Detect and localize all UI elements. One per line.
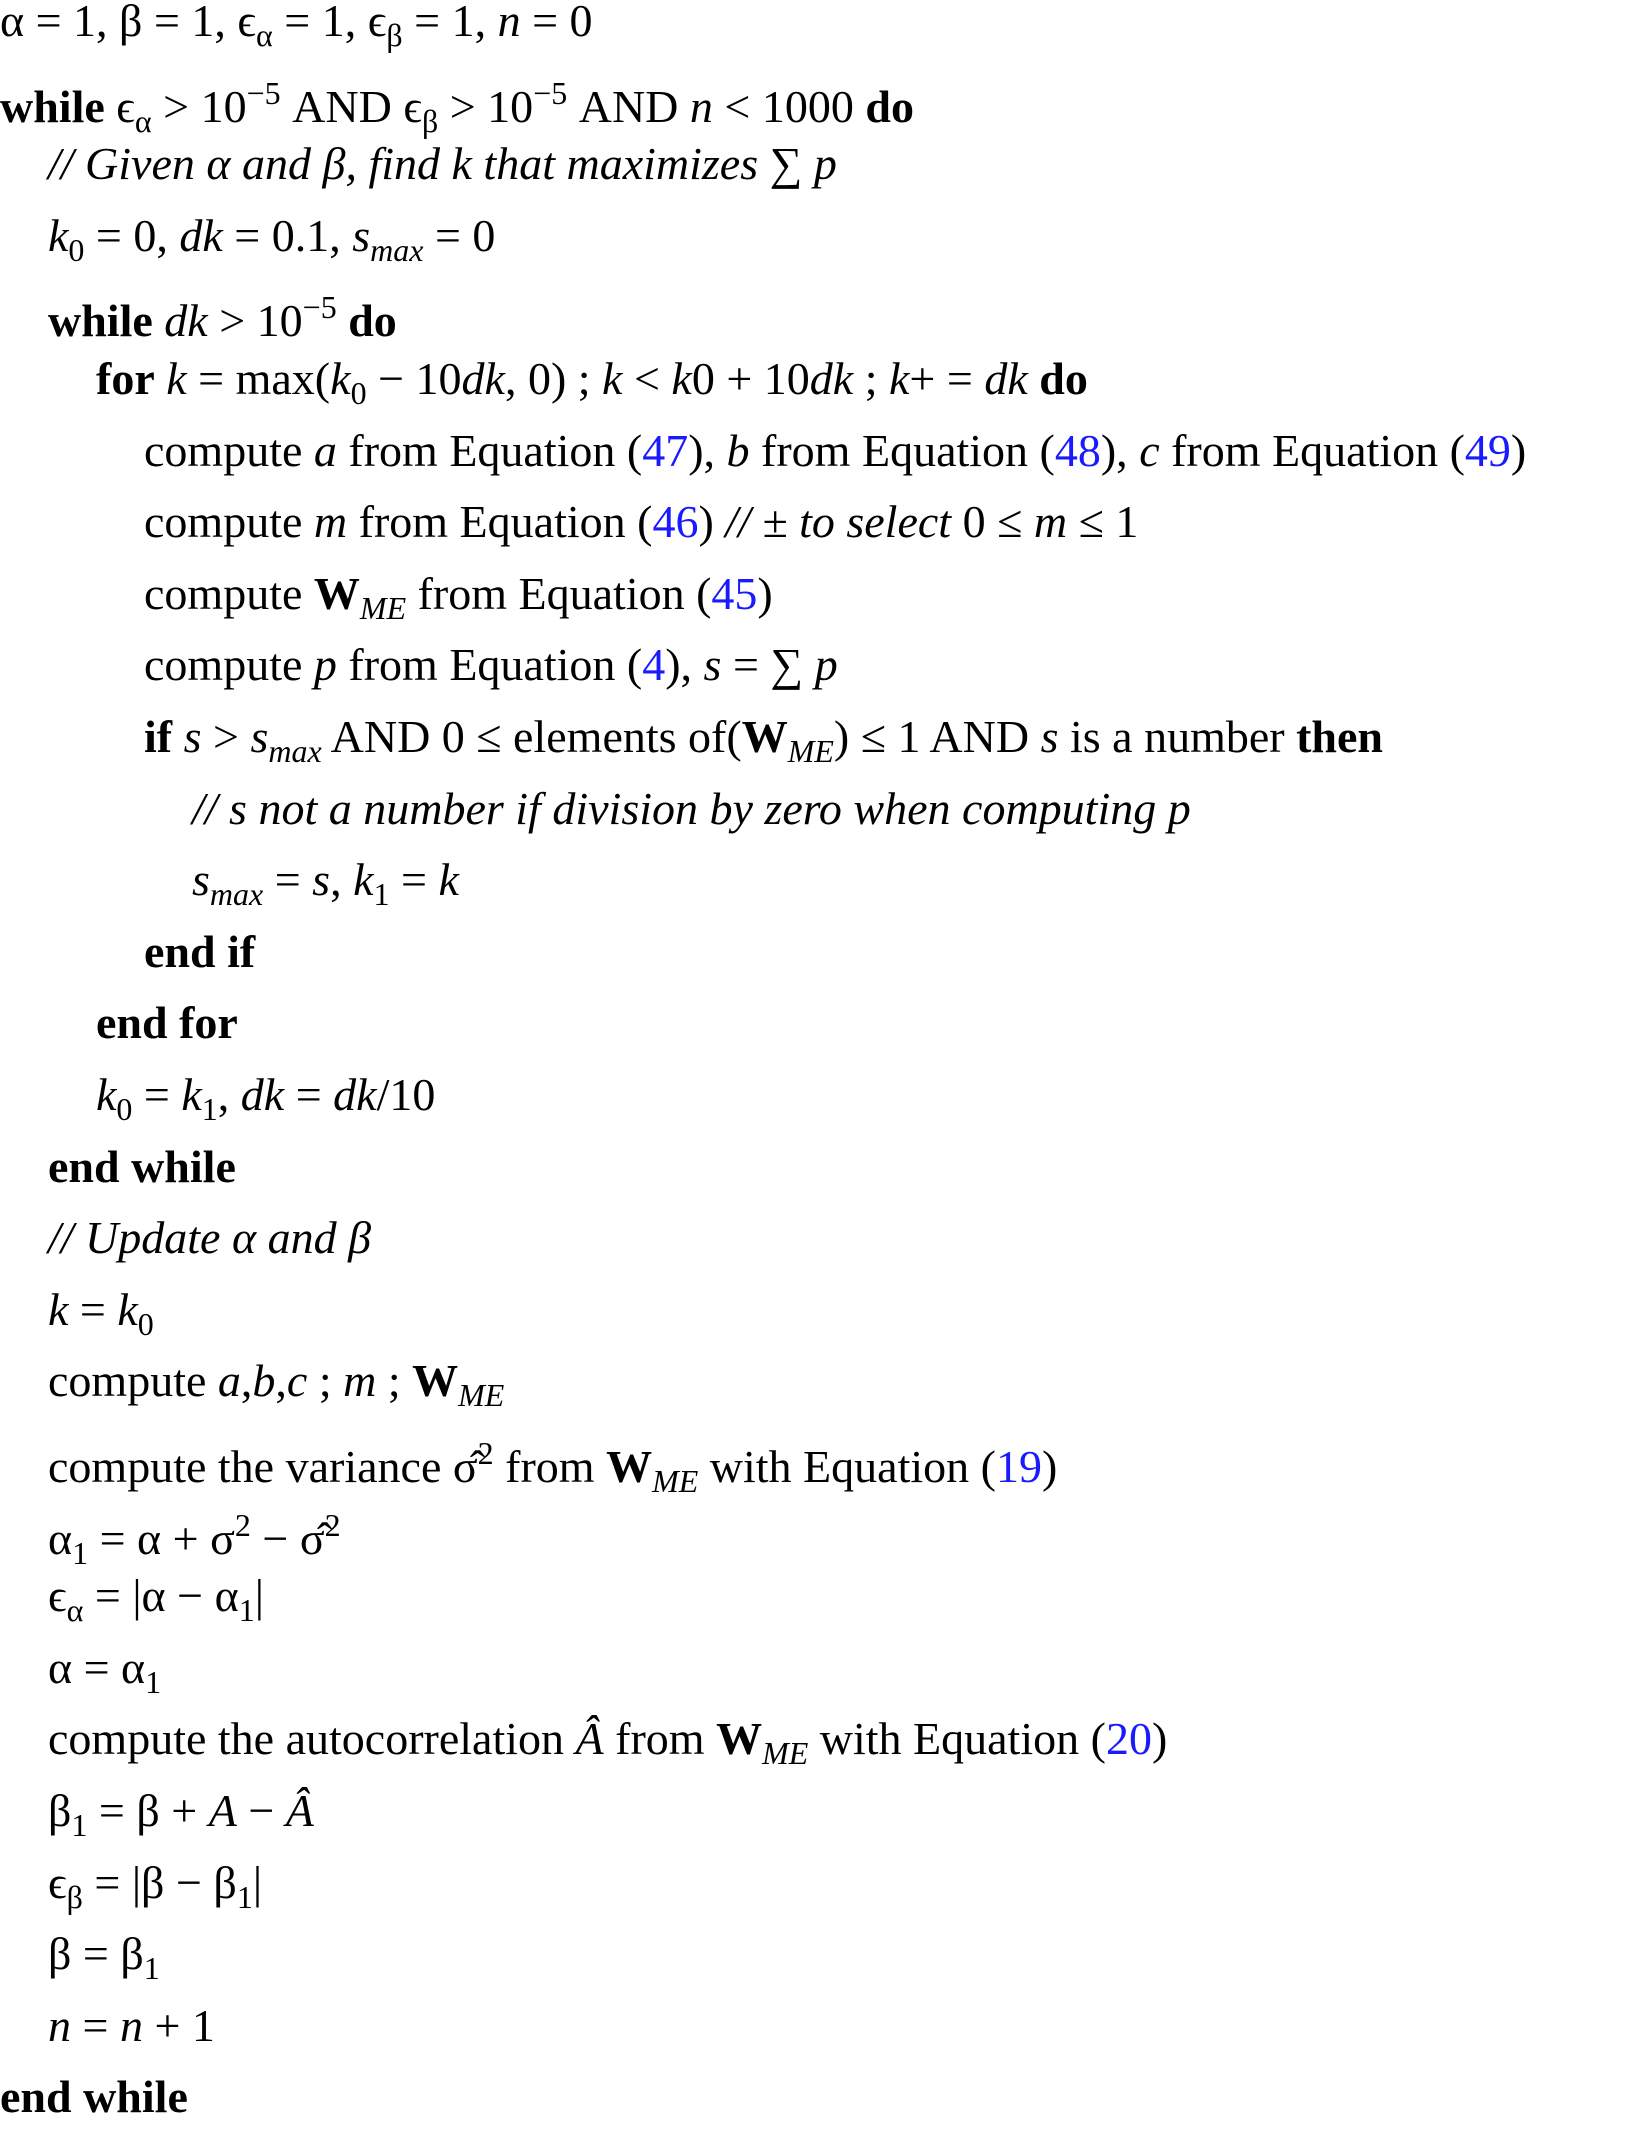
math-text: 1 [71,1807,88,1843]
math-text: dk [240,1069,285,1120]
math-text: = 0.1, [222,209,353,261]
math-text: dk [164,295,208,347]
algorithm-line [0,0,593,68]
algorithm-line [192,784,1191,856]
algorithm-line [48,139,837,211]
math-text: α [256,17,273,53]
math-text: 1 [72,1534,89,1571]
math-text: dk [984,353,1028,404]
math-text: 1 [143,1950,160,1987]
math-text: with Equation ( [808,1713,1106,1765]
math-text: + = [909,353,985,404]
math-text: 0 [68,231,85,268]
math-text: 1 [238,1592,255,1629]
algorithm-line [48,1786,314,1858]
math-text: W [741,711,788,762]
math-text: s [312,854,331,906]
math-text: ), [688,424,727,476]
algorithm-line [96,1070,435,1142]
math-text: = α + σ [88,1512,235,1564]
math-text: compute the autocorrelation [48,1713,576,1765]
math-text: W [716,1713,763,1765]
math-text: dk [333,1069,377,1120]
math-text: a [217,1355,241,1407]
math-text: W [606,1441,653,1492]
math-text: n [497,0,521,46]
math-text: max [268,733,322,769]
math-text: s [703,639,722,691]
math-text: β = β [48,1928,144,1980]
math-text: > 10 [151,80,247,132]
math-text: ≤ 1 [1067,496,1139,548]
math-text: | [252,1856,263,1908]
keyword: while [0,80,105,132]
equation-reference-link[interactable]: 45 [711,567,758,619]
algorithm-line [144,712,1383,784]
math-text: = ∑ [721,639,815,691]
equation-reference-link[interactable]: 19 [995,1441,1042,1492]
math-text: α [66,1592,84,1629]
math-text: m [1033,496,1068,548]
math-text: −5 [302,289,337,326]
math-text: /10 [376,1069,436,1120]
algorithm-line [48,1428,1057,1500]
algorithm-line [144,497,1138,569]
math-text: α [134,102,152,139]
math-text: compute [48,1355,218,1407]
algorithm-line [48,1714,1167,1786]
math-text: ) [1510,424,1527,476]
math-text: from [603,1713,717,1765]
math-text: 2 [234,1506,251,1543]
math-text: s [192,854,210,906]
equation-reference-link[interactable]: 46 [652,496,699,548]
math-text: − [236,1785,286,1836]
math-text: ) ≤ 1 AND [833,711,1041,762]
math-text: n [689,80,713,132]
math-text: from Equation ( [1159,424,1465,476]
math-text: c [1139,424,1160,476]
math-text: = [284,1069,334,1120]
algorithm-line [48,211,495,283]
math-text: W [412,1355,459,1407]
keyword: end while [0,2071,188,2123]
math-text: < [622,353,672,404]
math-text: β [48,1785,72,1836]
keyword: if [144,711,173,762]
math-text: n [48,1999,71,2051]
math-text: from Equation ( [336,639,643,691]
math-text: c [286,1355,308,1407]
math-text: | [254,1570,264,1622]
math-text: , 0) ; [504,353,603,404]
math-text: ME [359,589,407,626]
equation-reference-link[interactable]: 47 [642,424,689,476]
equation-reference-link[interactable]: 4 [642,639,666,691]
math-text: k [48,1283,69,1335]
math-text: k [96,1069,117,1120]
algorithm-line [0,68,914,140]
math-text: ; [853,353,889,404]
keyword: do [865,80,914,132]
math-text: −5 [533,74,568,111]
math-text: = 0, [84,209,180,261]
algorithm-line [96,354,1088,426]
math-text: from [493,1441,607,1492]
math-text: ϵ [104,80,135,132]
math-text [155,353,167,404]
algorithm-line [48,1356,504,1428]
math-text: 0 ≤ [962,496,1034,548]
algorithm-line [96,998,238,1070]
math-text: max [370,231,424,268]
math-text: k [602,353,623,404]
algorithm-line [48,1643,161,1715]
math-text: AND ϵ [280,80,422,132]
math-text: = |α − α [83,1570,239,1622]
math-text: + 1 [142,1999,215,2051]
math-text: dk [461,353,505,404]
math-text: , [217,1069,241,1120]
algorithm-line [144,569,773,641]
math-text: −5 [246,74,281,111]
math-text: 2 [324,1506,341,1543]
math-text: s [183,711,202,762]
math-text: W [313,567,360,619]
keyword: do [1039,353,1088,404]
math-text: compute the variance σ̂ [48,1441,478,1492]
algorithm-line [48,1142,236,1214]
equation-reference-link[interactable]: 48 [1054,424,1101,476]
math-text: ; [307,1355,344,1407]
math-text: = [132,1069,182,1120]
math-text: from Equation ( [336,424,643,476]
algorithm-line [48,1285,154,1357]
math-text: = 0 [423,209,496,261]
math-text: > [201,711,251,762]
math-text: n [119,1999,143,2051]
math-text: > 10 [207,295,303,347]
math-text: α = α [48,1641,146,1693]
math-text: s [352,209,371,261]
keyword: for [96,353,155,404]
keyword: do [348,295,397,347]
math-text: α [48,1512,73,1564]
math-text [172,711,184,762]
math-text: ) [757,567,773,619]
math-text: Â [575,1713,604,1765]
keyword: while [48,295,153,347]
math-text: AND [567,80,690,132]
math-text: k [889,353,910,404]
math-text: β [421,102,439,139]
math-text: p [814,639,838,691]
math-text: k [671,353,692,404]
algorithm-line [48,1929,160,2001]
math-text: ) [1151,1713,1168,1765]
math-text: = [263,854,313,906]
comment: // Update α and β [48,1212,372,1264]
math-text: dk [179,209,223,261]
algorithm-line [48,2001,215,2073]
math-text: k [166,353,187,404]
math-text: dk [809,353,854,404]
algorithm-line [48,1213,371,1285]
math-text: = [389,854,439,906]
math-text [337,295,349,346]
math-text: ), [1100,424,1140,476]
math-text: k [48,209,69,261]
algorithm-line [192,855,459,927]
math-text: ME [652,1463,699,1499]
math-text: = 1, ϵ [272,0,387,46]
math-text: s [1040,711,1059,762]
math-text: AND 0 ≤ elements of( [321,711,742,762]
math-text: β [66,1878,83,1915]
math-text: 0 + 10 [691,353,810,404]
algorithm-line [48,1571,264,1643]
math-text [153,295,165,346]
algorithm-line [144,426,1526,498]
algorithm-line [0,2072,188,2144]
math-text [1028,353,1040,404]
math-text: compute [144,639,314,691]
algorithm-line [48,1858,262,1930]
math-text: b [252,1355,276,1407]
math-text: from Equation ( [406,567,712,619]
math-text: 0 [137,1305,154,1342]
math-text: A [208,1785,237,1836]
keyword: then [1296,711,1384,762]
math-text: ME [762,1735,809,1772]
math-text: compute [144,424,314,476]
math-text: k [353,854,374,906]
math-text: b [726,424,750,476]
math-text: max [209,876,264,913]
math-text: = β + [87,1785,209,1836]
math-text: = |β − β [82,1856,237,1908]
equation-reference-link[interactable]: 20 [1105,1713,1152,1765]
math-text: from Equation ( [749,424,1055,476]
math-text: s [250,711,269,762]
comment: // ± to select [725,496,963,548]
math-text: ϵ [48,1570,67,1622]
algorithm-line [48,282,397,354]
math-text: 1 [145,1663,162,1700]
math-text: is a number [1058,711,1297,762]
math-text: m [313,496,348,548]
math-text: 1 [201,1091,218,1127]
math-text: = 0 [520,0,593,46]
math-text: compute [144,496,314,548]
math-text: , [330,854,354,906]
math-text: = max( [186,353,331,404]
math-text: with Equation ( [698,1441,996,1492]
math-text: 1 [236,1878,253,1915]
math-text: α = 1, β = 1, ϵ [0,0,257,46]
math-text: = [68,1283,118,1335]
math-text: 0 [350,375,367,411]
math-text: ME [787,733,834,769]
keyword: end for [96,997,238,1049]
equation-reference-link[interactable]: 49 [1464,424,1511,476]
math-text: 2 [477,1435,494,1471]
math-text: k [117,1283,138,1335]
math-text: , [275,1355,287,1407]
math-text: k [330,353,351,404]
comment: // Given α and β, find k that maximizes ∑ p [48,138,837,190]
math-text: = 1, [402,0,498,46]
math-text: − σ̂ [250,1512,325,1564]
math-text: β [386,17,403,53]
math-text: compute [144,567,314,619]
math-text: − 10 [366,353,462,404]
math-text: > 10 [438,80,534,132]
algorithm-line [48,1500,341,1572]
keyword: end while [48,1140,236,1192]
math-text: k [181,1069,202,1120]
math-text: < 1000 [712,80,866,132]
math-text: k [438,854,459,906]
math-text: ) [698,496,726,548]
keyword: end if [144,925,256,977]
math-text: ME [458,1377,505,1414]
math-text: ) [1041,1441,1058,1492]
math-text: = [71,1999,120,2051]
algorithm-line [144,640,838,712]
math-text: ; [376,1355,413,1407]
math-text: ), [665,639,704,691]
math-text: m [343,1355,377,1407]
math-text: 0 [116,1091,133,1127]
math-text: Â [285,1785,314,1836]
comment: // s not a number if division by zero when computing p [192,782,1191,834]
algorithm-line [144,927,255,999]
math-text: p [313,639,337,691]
math-text: 1 [373,876,390,913]
math-text: ϵ [48,1856,67,1908]
math-text: from Equation ( [347,496,653,548]
math-text: , [240,1355,253,1407]
math-text: a [313,424,337,476]
